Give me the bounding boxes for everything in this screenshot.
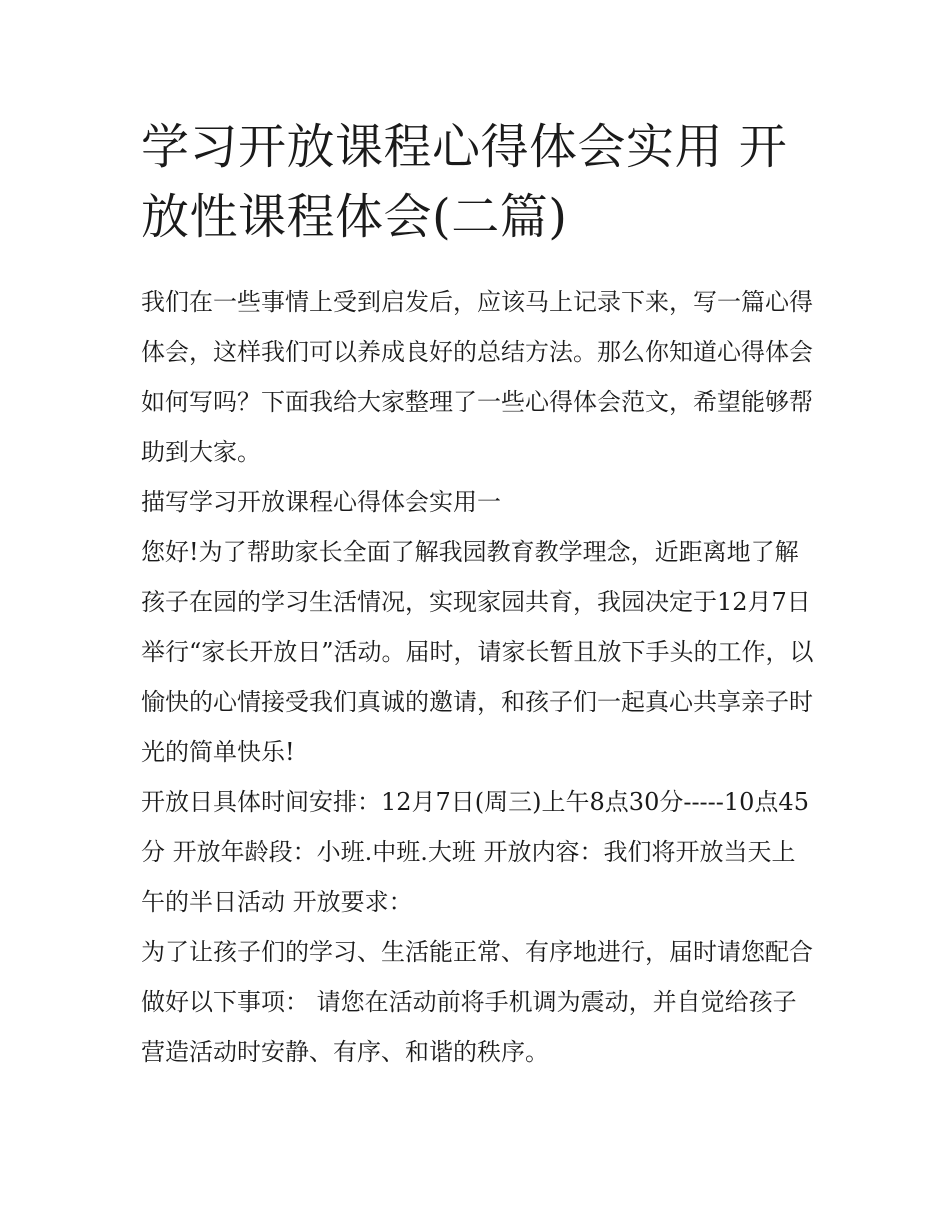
- schedule-paragraph: 开放日具体时间安排：12月7日(周三)上午8点30分-----10点45分 开放年龄段：小班.中班.大班 开放内容：我们将开放当天上午的半日活动 开放要求：: [141, 788, 809, 916]
- intro-paragraph: 我们在一些事情上受到启发后，应该马上记录下来，写一篇心得体会，这样我们可以养成良好的总结方法。那么你知道心得体会如何写吗？下面我给大家整理了一些心得体会范文，希望能够帮助到大家。: [141, 288, 813, 466]
- section-heading: 描写学习开放课程心得体会实用一: [141, 488, 501, 516]
- letter-paragraph: 您好!为了帮助家长全面了解我园教育教学理念，近距离地了解孩子在园的学习生活情况，实现家园共育，我园决定于12月7日举行“家长开放日”活动。届时，请家长暂且放下手头的工作，以愉快的心情接受我们真诚的邀请，和孩子们一起真心共享亲子时光的简单快乐!: [141, 538, 814, 766]
- document-title: 学习开放课程心得体会实用 开放性课程体会(二篇): [141, 119, 788, 245]
- requirements-paragraph: 为了让孩子们的学习、生活能正常、有序地进行，届时请您配合做好以下事项： 请您在活动前将手机调为震动，并自觉给孩子营造活动时安静、有序、和谐的秩序。: [141, 938, 813, 1066]
- document-page: [141, 112, 815, 1077]
